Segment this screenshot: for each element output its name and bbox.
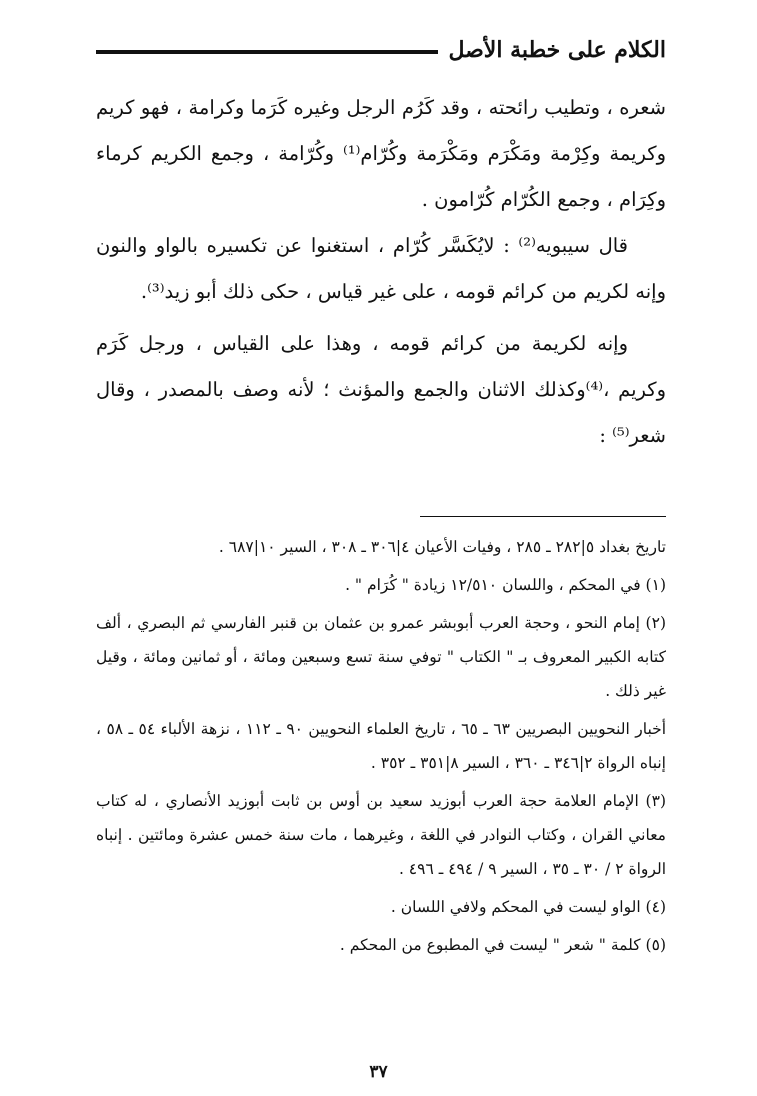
page-number: ٣٧ (369, 1062, 388, 1082)
footnote: أخبار النحويين البصريين ٦٣ ـ ٦٥ ، تاريخ العلماء النحويين ٩٠ ـ ١١٢ ، نزهة الألباء ٥٤ ـ ٥٨ ، إنباه الرواة ٢|٣٤٦ ـ ٣٦٠ ، السير ٨|٣٥١ ـ ٣٥٢ . (96, 720, 667, 772)
main-text (96, 85, 666, 459)
body-paragraph: قال سيبويه⁽²⁾ : لايُكَسَّر كُرّام ، استغنوا عن تكسيره بالواو والنون وإنه لكريم من كرائم قومه ، على غير قياس ، حكى ذلك أبو زيد⁽³⁾. (96, 234, 666, 303)
running-header (96, 30, 666, 70)
body-paragraph: وإنه لكريمة من كرائم قومه ، وهذا على القياس ، ورجل كَرَم وكريم ،⁽⁴⁾وكذلك الاثنان والجمع والمؤنث ؛ لأنه وصف بالمصدر ، وقال شعر⁽⁵⁾ : (96, 332, 666, 447)
footnote: (١) في المحكم ، واللسان ١٢/٥١٠ زيادة " كُرَام " . (345, 576, 666, 594)
body-paragraph: شعره ، وتطيب رائحته ، وقد كَرُم الرجل وغيره كَرَما وكرامة ، فهو كريم وكريمة وكِرْمة ومَكْرَم ومَكْرَمة وكُرّام⁽¹⁾ وكُرّامة ، وجمع الكريم كرماء وكِرَام ، وجمع الكُرّام كُرّامون . (96, 96, 666, 211)
footnote: (٤) الواو ليست في المحكم ولافي اللسان . (390, 898, 666, 916)
footnote: (٢) إمام النحو ، وحجة العرب أبوبشر عمرو بن عثمان بن قنبر الفارسي ثم البصري ، ألف كتابه الكبير المعروف بـ " الكتاب " توفي سنة تسع وسبعين ومائة ، أو ثمانين ومائة ، وقيل غير ذلك . (96, 614, 666, 700)
header-title: الكلام على خطبة الأصل (448, 37, 666, 63)
footnote: (٥) كلمة " شعر " ليست في المطبوع من المحكم . (339, 936, 666, 954)
footnote: (٣) الإمام العلامة حجة العرب أبوزيد سعيد بن أوس بن ثابت أبوزيد الأنصاري ، له كتاب معاني القران ، وكتاب النوادر في اللغة ، وغيرهما ، مات سنة خمس عشرة ومائتين . إنباه الرواة ٢ / ٣٠ ـ ٣٥ ، السير ٩ / ٤٩٤ ـ ٤٩٦ . (96, 792, 666, 878)
footnote-separator (420, 516, 666, 517)
footnotes (96, 530, 666, 962)
header-rule (96, 50, 438, 54)
footnote: تاريخ بغداد ٥|٢٨٢ ـ ٢٨٥ ، وفيات الأعيان ٤|٣٠٦ ـ ٣٠٨ ، السير ١٠|٦٨٧ . (218, 538, 666, 556)
